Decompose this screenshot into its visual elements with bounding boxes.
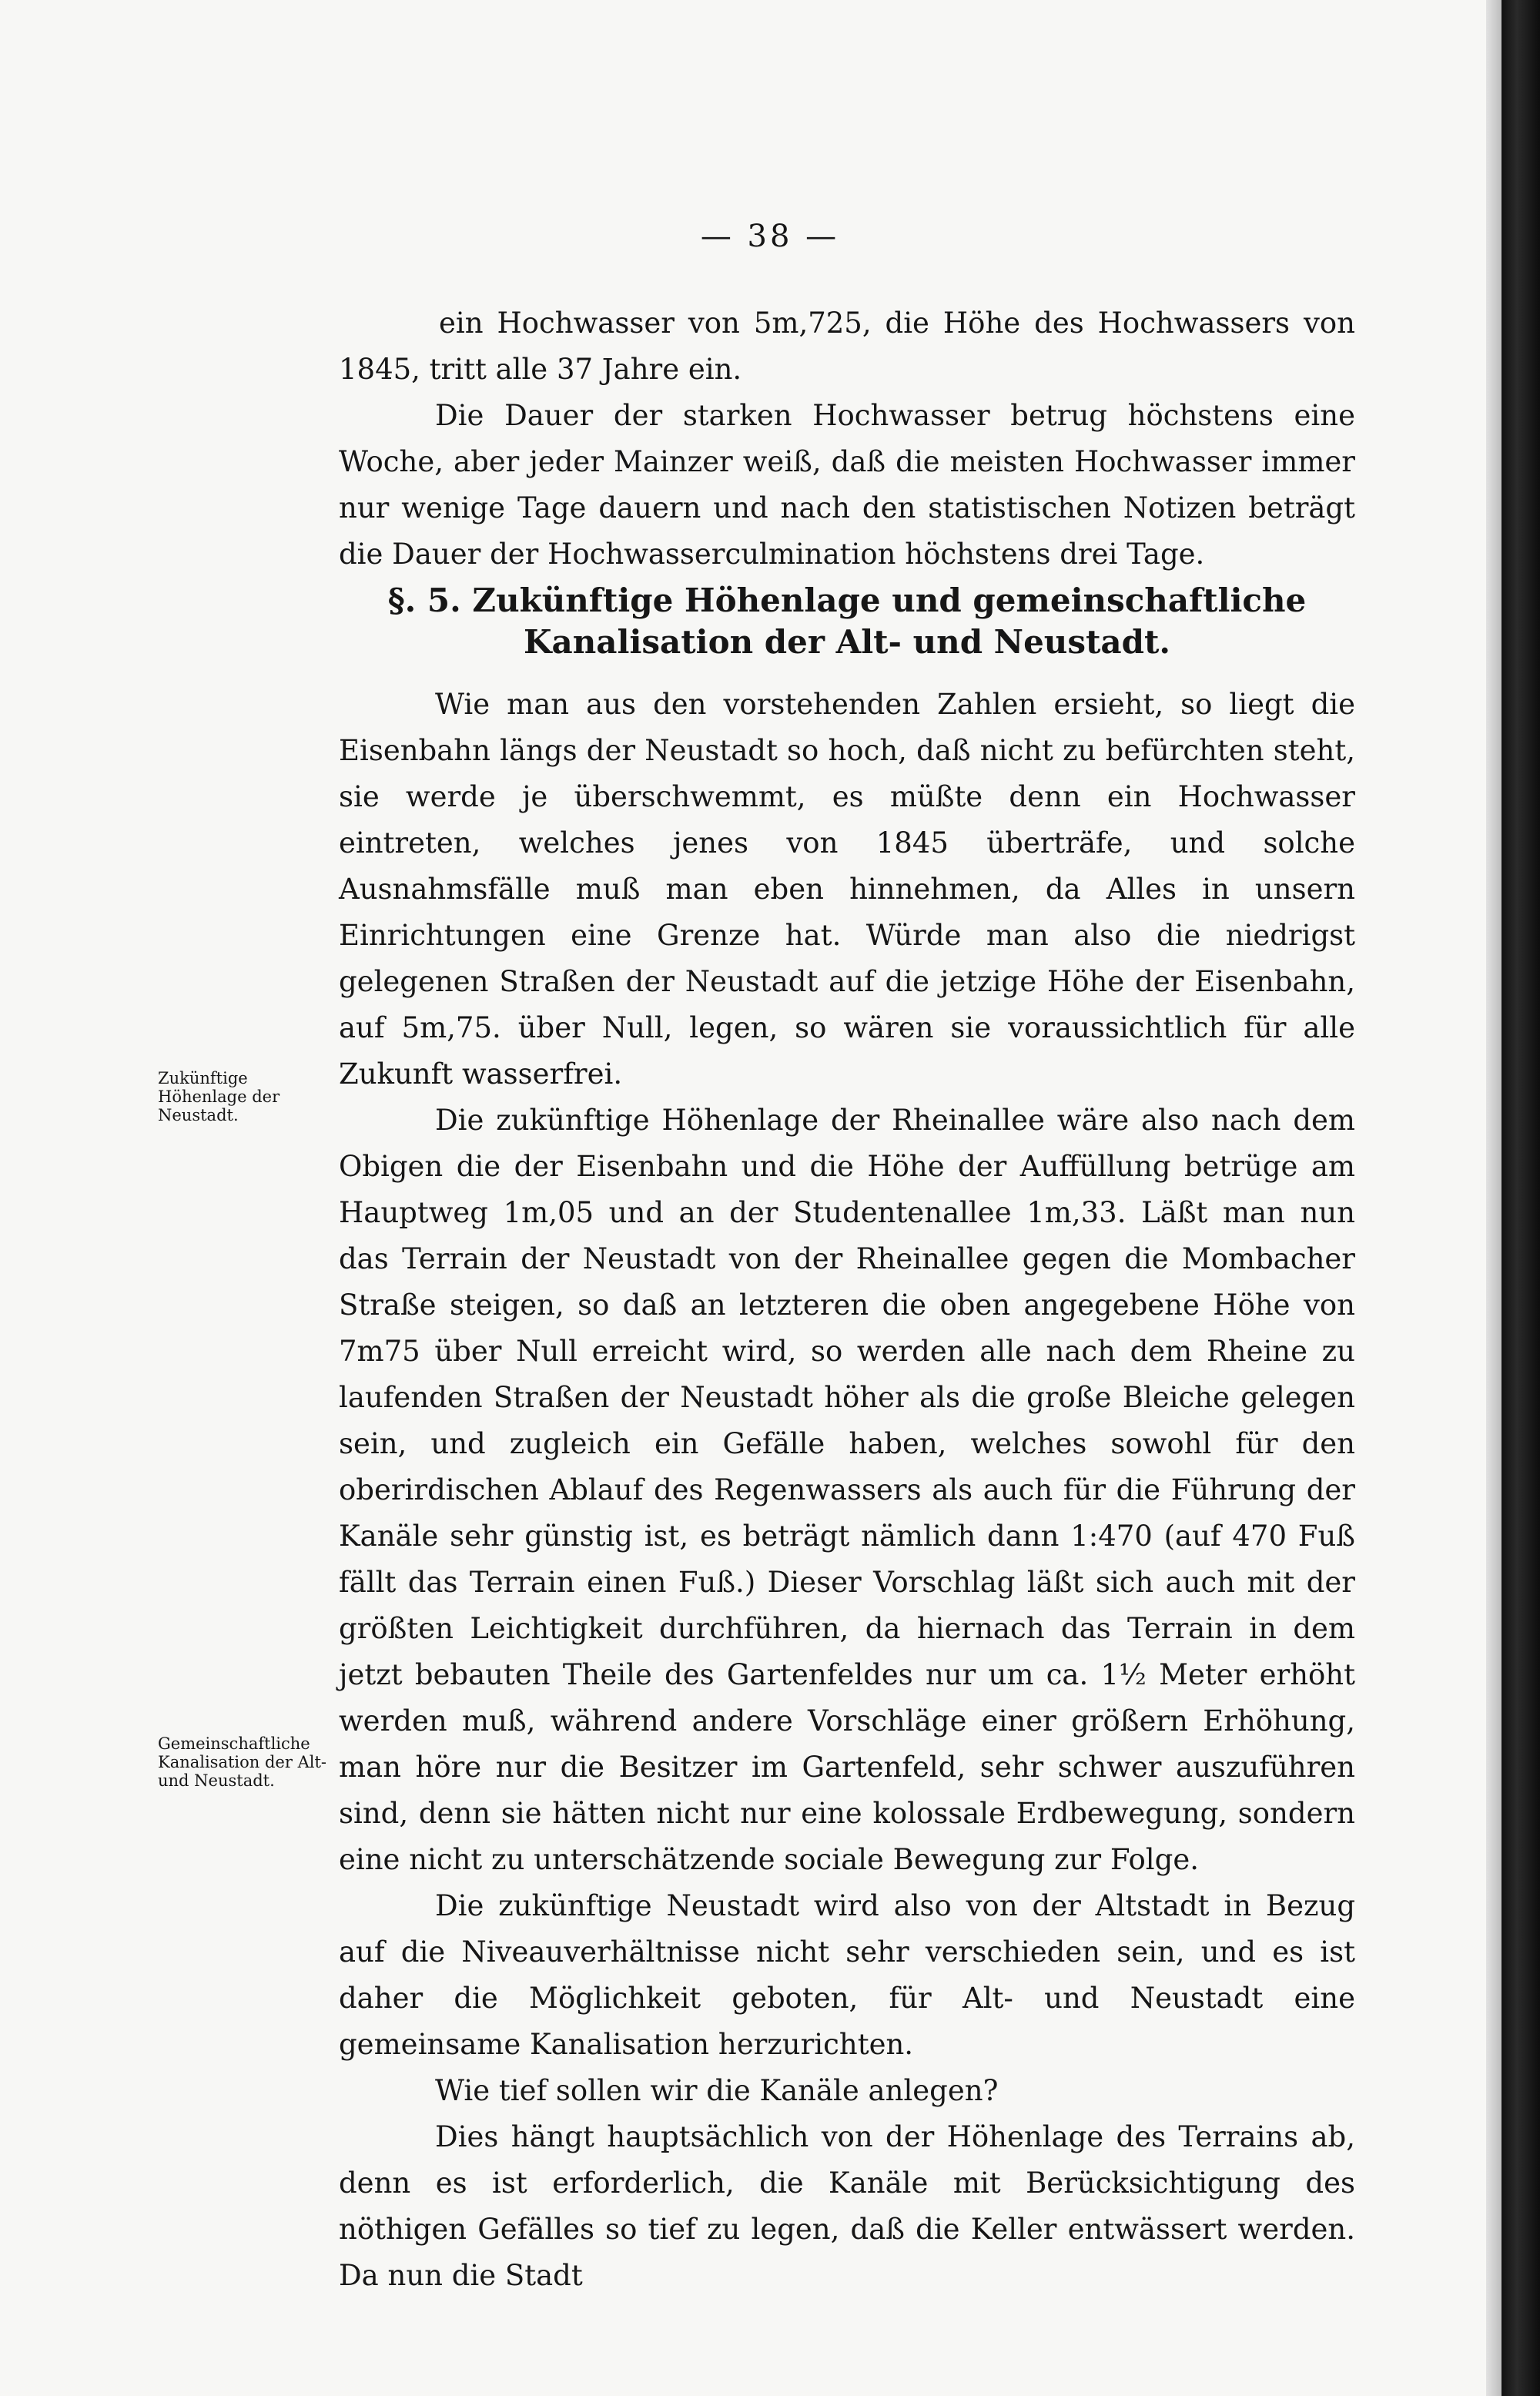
margin-note-canalisation: Gemeinschaftliche Kanalisation der Alt- und Neustadt. (158, 1734, 326, 1790)
scan-border (1502, 0, 1540, 2396)
question-paragraph: Wie tief sollen wir die Kanäle anlegen? (435, 2074, 999, 2107)
future-height-paragraph: Die zukünftige Höhenlage der Rheinallee wäre also nach dem Obigen die der Eisenbahn und die Höhe der Auffüllung betrüge am Hauptweg 1m,05 und an der Studentenallee 1m,33. Läßt man nun das Terrain der Neustadt von der Rheinallee gegen die Mombacher Straße steigen, so daß an letzteren die oben angegebene Höhe von 7m75 über Null erreicht wird, so werden alle nach dem Rheine zu laufenden Straßen der Neustadt höher als die große Bleiche gelegen sein, und zugleich ein Gefälle haben, welches sowohl für den oberirdischen Ablauf des Regenwassers als auch für die Führung der Kanäle sehr günstig ist, es beträgt nämlich dann 1:470 (auf 470 Fuß fällt das Terrain einen Fuß.) Dieser Vorschlag läßt sich auch mit der größten Leichtigkeit durchführen, da hiernach das Terrain in dem jetzt bebauten Theile des Gartenfeldes nur um ca. 1½ Meter erhöht werden muß, während andere Vorschläge einer größern Erhöhung, man höre nur die Besitzer im Gartenfeld, sehr schwer auszuführen sind, denn sie hätten nicht nur eine kolossale Erdbewegung, sondern eine nicht zu unterschätzende sociale Bewegung zur Folge. (339, 1104, 1355, 1876)
section-heading (339, 580, 1355, 663)
section-number: §. 5. (387, 581, 461, 619)
main-text-block (339, 682, 1355, 2299)
depth-paragraph: Dies hängt hauptsächlich von der Höhenlage des Terrains ab, denn es ist erforderlich, die Kanäle mit Berücksichtigung des nöthigen Gefälles so tief zu legen, daß die Keller entwässert werden. Da nun die Stadt (339, 2120, 1355, 2292)
page-number: — 38 — (700, 219, 840, 254)
railway-paragraph: Wie man aus den vorstehenden Zahlen ersieht, so liegt die Eisenbahn längs der Neustadt so hoch, daß nicht zu befürchten steht, sie werde je überschwemmt, es müßte denn ein Hochwasser eintreten, welches jenes von 1845 überträfe, und solche Ausnahmsfälle muß man eben hinnehmen, da Alles in unsern Einrichtungen eine Grenze hat. Würde man also die niedrigst gelegenen Straßen der Neustadt auf die jetzige Höhe der Eisenbahn, auf 5m,75. über Null, legen, so wären sie voraussichtlich für alle Zukunft wasserfrei. (339, 688, 1355, 1091)
section-title: Zukünftige Höhenlage und gemeinschaftliche Kanalisation der Alt- und Neustadt. (472, 581, 1307, 661)
common-canal-paragraph: Die zukünftige Neustadt wird also von der Altstadt in Bezug auf die Niveauverhältnisse nicht sehr verschieden sein, und es ist daher die Möglichkeit geboten, für Alt- und Neustadt eine gemeinsame Kanalisation herzurichten. (339, 1889, 1355, 2061)
continuation-paragraph: ein Hochwasser von 5m,725, die Höhe des Hochwassers von 1845, tritt alle 37 Jahre ein. (339, 307, 1355, 386)
duration-paragraph: Die Dauer der starken Hochwasser betrug höchstens eine Woche, aber jeder Mainzer weiß, daß die meisten Hochwasser immer nur wenige Tage dauern und nach den statistischen Notizen beträgt die Dauer der Hochwasserculmination höchstens drei Tage. (339, 399, 1355, 571)
margin-note-height: Zukünftige Höhenlage der Neustadt. (158, 1069, 280, 1124)
top-text-block (339, 300, 1355, 578)
page-edge-shadow (1486, 0, 1502, 2396)
